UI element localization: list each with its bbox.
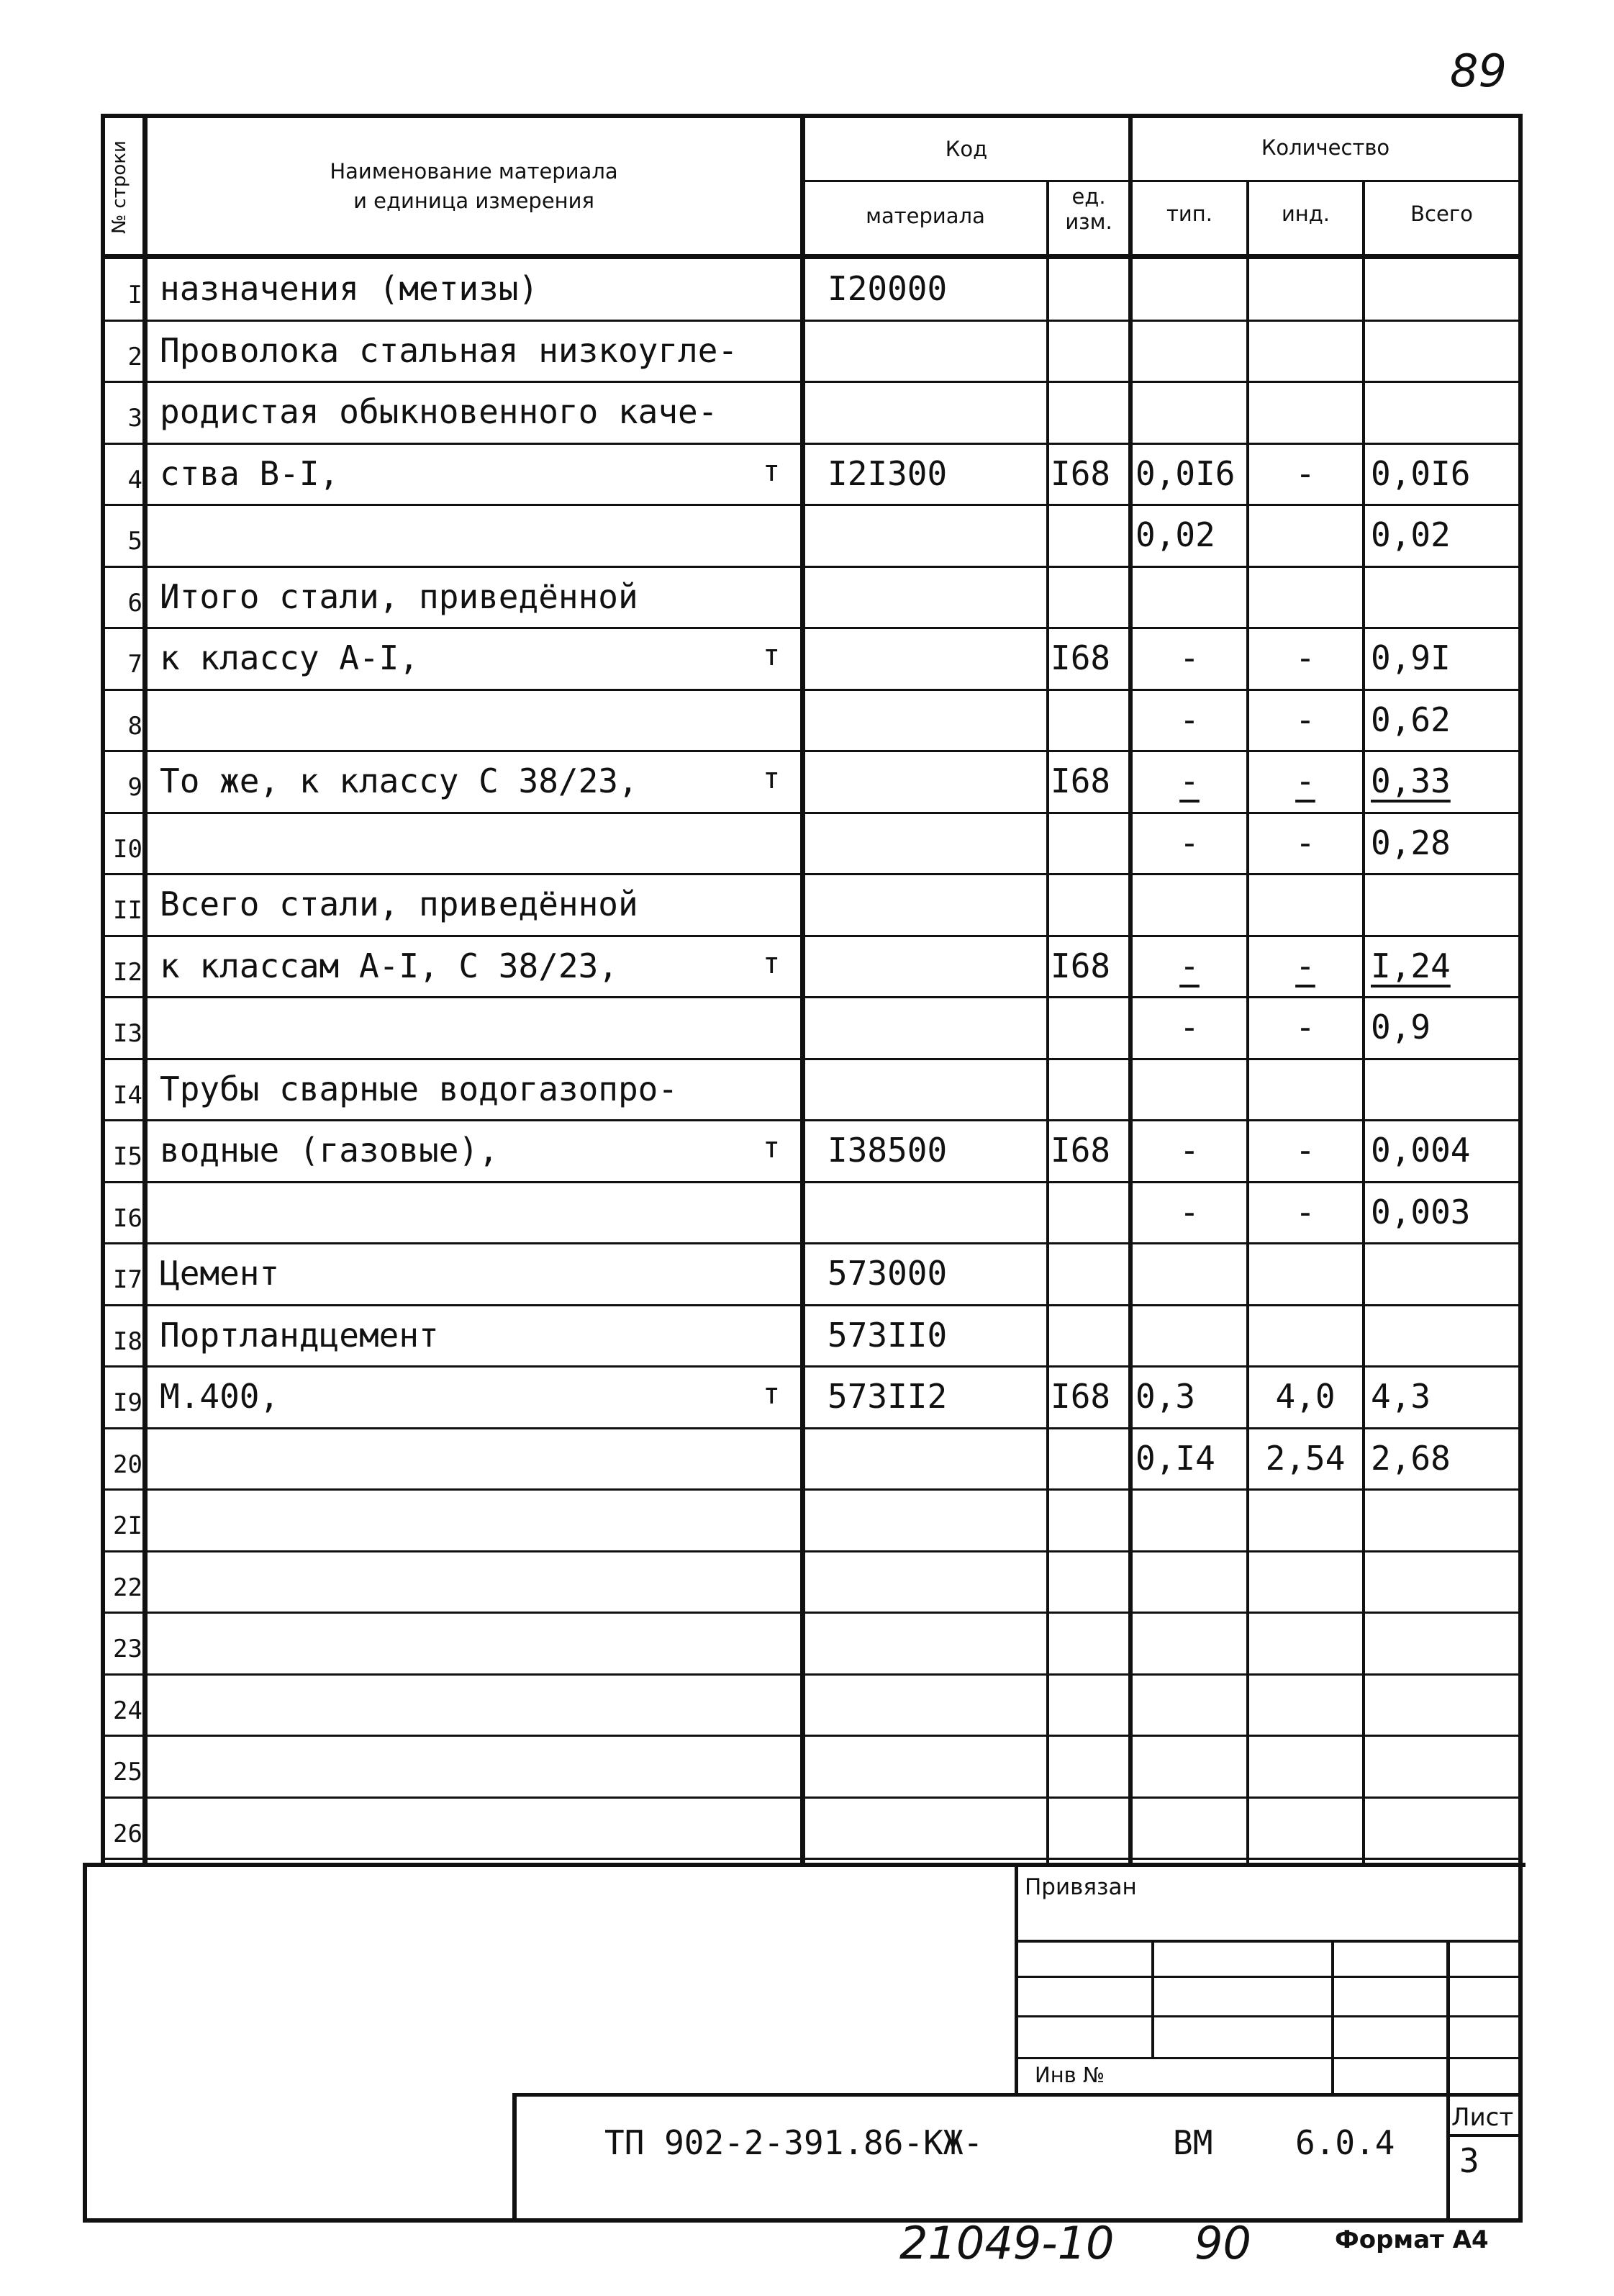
document-code: ТП 902-2-391.86-КЖ- xyxy=(604,2123,984,2162)
qty-total: 4,3 xyxy=(1371,1377,1431,1416)
row-number: I0 xyxy=(113,835,142,864)
qty-total: 0,003 xyxy=(1371,1193,1471,1231)
material-name: Всего стали, приведённой xyxy=(160,885,638,923)
header-quantity: Количество xyxy=(1261,135,1390,160)
qty-typical: - xyxy=(1179,1008,1200,1047)
qty-individual: - xyxy=(1295,1131,1315,1170)
inv-no-label: Инв № xyxy=(1035,2063,1105,2087)
qty-individual: 4,0 xyxy=(1275,1377,1336,1416)
sheet-label: Лист xyxy=(1451,2103,1514,2132)
unit-code: I68 xyxy=(1051,761,1111,800)
unit-code: I68 xyxy=(1051,454,1111,493)
material-name: То же, к классу С 38/23, xyxy=(160,761,638,800)
unit-of-measure: т xyxy=(763,455,781,488)
row-number: 2I xyxy=(113,1511,142,1540)
footer-right-number: 90 xyxy=(1194,2217,1251,2269)
qty-total: I,24 xyxy=(1371,946,1451,985)
sheet-value: 3 xyxy=(1459,2141,1479,2180)
qty-typical: 0,02 xyxy=(1135,515,1215,554)
qty-typical: 0,I4 xyxy=(1135,1439,1215,1478)
row-number: 24 xyxy=(113,1696,142,1725)
material-code: I38500 xyxy=(828,1131,948,1170)
qty-typical: - xyxy=(1179,1193,1200,1231)
qty-typical: 0,0I6 xyxy=(1135,454,1236,493)
qty-total: 0,004 xyxy=(1371,1131,1471,1170)
unit-code: I68 xyxy=(1051,946,1111,985)
qty-typical: - xyxy=(1179,946,1200,985)
header-qty-total: Всего xyxy=(1410,202,1473,226)
unit-of-measure: т xyxy=(763,947,781,980)
header-code: Код xyxy=(945,137,988,161)
unit-code: I68 xyxy=(1051,638,1111,677)
row-number: I8 xyxy=(113,1327,142,1356)
unit-of-measure: т xyxy=(763,762,781,795)
material-name: родистая обыкновенного каче- xyxy=(160,392,718,431)
qty-typical: - xyxy=(1179,1131,1200,1170)
qty-total: 0,33 xyxy=(1371,761,1451,800)
page-number: 89 xyxy=(1450,45,1507,97)
header-code-material: материала xyxy=(866,204,985,228)
qty-total: 2,68 xyxy=(1371,1439,1451,1478)
row-number: 6 xyxy=(127,589,142,618)
row-number: 8 xyxy=(127,712,142,741)
row-number: 9 xyxy=(127,773,142,802)
row-number: 20 xyxy=(113,1450,142,1479)
qty-total: 0,28 xyxy=(1371,823,1451,862)
qty-individual: - xyxy=(1295,638,1315,677)
unit-of-measure: т xyxy=(763,1378,781,1411)
header-row-no: № строки xyxy=(109,140,130,234)
header-name: Наименование материала и единица измерения xyxy=(330,159,618,213)
material-name: М.400, xyxy=(160,1377,280,1416)
header-code-unit: ед. изм. xyxy=(1065,184,1112,234)
row-number: I2 xyxy=(113,958,142,987)
qty-individual: - xyxy=(1295,454,1315,493)
qty-typical: - xyxy=(1179,700,1200,739)
row-number: II xyxy=(113,896,142,925)
unit-code: I68 xyxy=(1051,1377,1111,1416)
qty-typical: - xyxy=(1179,638,1200,677)
row-number: I6 xyxy=(113,1204,142,1233)
material-name: к классу А-I, xyxy=(160,638,420,677)
qty-individual: - xyxy=(1295,700,1315,739)
material-code: 573II2 xyxy=(828,1377,948,1416)
material-name: Портландцемент xyxy=(160,1316,439,1355)
row-number: 3 xyxy=(127,404,142,433)
row-number: 25 xyxy=(113,1758,142,1786)
row-number: 5 xyxy=(127,527,142,556)
qty-total: 0,62 xyxy=(1371,700,1451,739)
material-name: Итого стали, приведённой xyxy=(160,577,638,616)
qty-individual: - xyxy=(1295,761,1315,800)
qty-total: 0,9I xyxy=(1371,638,1451,677)
material-code: I20000 xyxy=(828,269,948,308)
material-code: 573II0 xyxy=(828,1316,948,1355)
row-number: I4 xyxy=(113,1081,142,1110)
unit-code: I68 xyxy=(1051,1131,1111,1170)
unit-of-measure: т xyxy=(763,639,781,672)
material-name: Проволока стальная низкоугле- xyxy=(160,331,738,370)
qty-typical: - xyxy=(1179,761,1200,800)
row-number: I7 xyxy=(113,1265,142,1294)
qty-typical: - xyxy=(1179,823,1200,862)
row-number: 23 xyxy=(113,1635,142,1663)
header-qty-typ: тип. xyxy=(1166,202,1212,226)
row-number: I xyxy=(127,281,142,309)
qty-individual: - xyxy=(1295,1193,1315,1231)
row-number: 7 xyxy=(127,650,142,679)
qty-individual: - xyxy=(1295,946,1315,985)
row-number: I5 xyxy=(113,1142,142,1171)
material-code: I2I300 xyxy=(828,454,948,493)
material-name: назначения (метизы) xyxy=(160,269,539,308)
document-suffix: ВМ xyxy=(1173,2123,1213,2162)
qty-typical: 0,3 xyxy=(1135,1377,1196,1416)
row-number: 2 xyxy=(127,343,142,371)
document-number: 6.0.4 xyxy=(1295,2123,1395,2162)
footer-left-number: 21049-10 xyxy=(899,2217,1115,2269)
material-name: ства В-I, xyxy=(160,454,340,493)
material-name: водные (газовые), xyxy=(160,1131,499,1170)
qty-total: 0,02 xyxy=(1371,515,1451,554)
privyazan-label: Привязан xyxy=(1025,1874,1137,1900)
qty-individual: 2,54 xyxy=(1265,1439,1346,1478)
unit-of-measure: т xyxy=(763,1131,781,1165)
qty-individual: - xyxy=(1295,823,1315,862)
row-number: I3 xyxy=(113,1019,142,1048)
qty-total: 0,0I6 xyxy=(1371,454,1471,493)
material-name: к классам А-I, С 38/23, xyxy=(160,946,618,985)
material-name: Трубы сварные водогазопро- xyxy=(160,1070,679,1108)
row-number: 22 xyxy=(113,1573,142,1602)
material-code: 573000 xyxy=(828,1254,948,1293)
header-qty-ind: инд. xyxy=(1281,202,1330,226)
qty-individual: - xyxy=(1295,1008,1315,1047)
format-label: Формат А4 xyxy=(1335,2225,1489,2254)
material-name: Цемент xyxy=(160,1254,280,1293)
row-number: 4 xyxy=(127,466,142,494)
row-number: 26 xyxy=(113,1820,142,1848)
row-number: I9 xyxy=(113,1388,142,1417)
qty-total: 0,9 xyxy=(1371,1008,1431,1047)
